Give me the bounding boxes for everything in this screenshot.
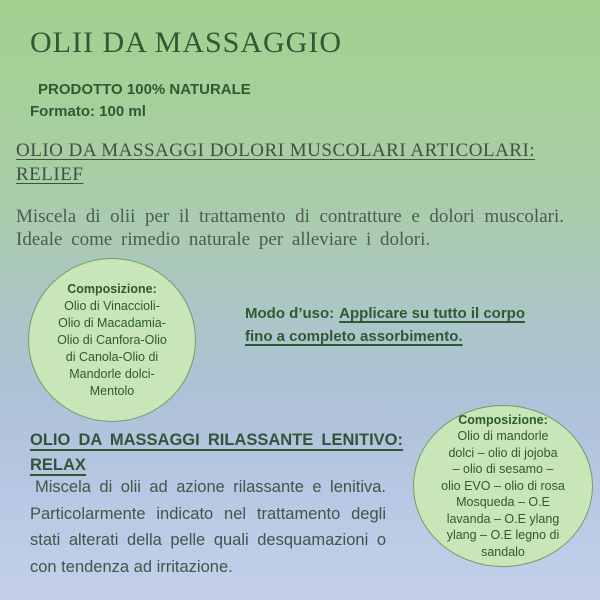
composition-line: Olio di Macadamia- [58, 315, 166, 330]
relax-composition-bubble [413, 405, 593, 567]
composition-line: sandalo [481, 544, 525, 559]
format-line: Formato: 100 ml [30, 103, 146, 120]
composition-title: Composizione: [67, 281, 157, 296]
composition-line: olio EVO – olio di rosa [441, 478, 565, 493]
composition-line: di Canola-Olio di [65, 349, 159, 364]
composition-line: Mosqueda – O.E [456, 495, 550, 510]
relax-heading: OLIO DA MASSAGGI RILASSANTE LENITIVO: RELAX [30, 431, 403, 474]
relief-composition-bubble [28, 258, 196, 422]
relief-description: Miscela di olii per il trattamento di contratture e dolori muscolari. Ideale come rimedio naturale per alleviare i dolori. [16, 206, 564, 250]
composition-line: ylang – O.E legno di [446, 528, 560, 543]
composition-line: Mandorle dolci- [69, 366, 155, 381]
relief-heading: OLIO DA MASSAGGI DOLORI MUSCOLARI ARTICOLARI: RELIEF [16, 140, 536, 185]
usage-instructions [245, 302, 535, 348]
composition-line: lavanda – O.E ylang [446, 511, 560, 526]
composition-line: Olio di Canfora-Olio [57, 332, 167, 347]
composition-line: Mentolo [89, 383, 135, 398]
composition-line: – olio di sesamo – [452, 462, 554, 477]
composition-line: Olio di Vinaccioli- [64, 298, 160, 313]
page-title: OLII DA MASSAGGIO [30, 26, 343, 59]
usage-label: Modo d’uso: [245, 305, 335, 322]
composition-line: Olio di mandorle [457, 429, 549, 444]
usage-text: Applicare su tutto il corpo fino a completo assorbimento. [245, 305, 526, 345]
relax-description: Miscela di olii ad azione rilassante e lenitiva. Particolarmente indicato nel trattamento degli stati alterati della pelle quali desquamazioni o con tendenza ad irritazione. [30, 478, 386, 576]
product-natural-line: PRODOTTO 100% NATURALE [38, 81, 251, 98]
composition-line: dolci – olio di jojoba [448, 445, 558, 460]
composition-title: Composizione: [458, 412, 548, 427]
